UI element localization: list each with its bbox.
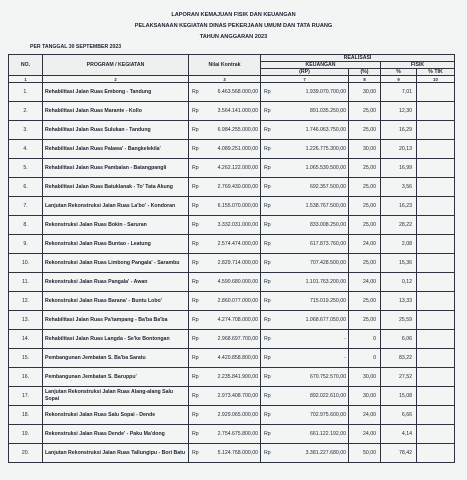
- realisasi-currency: Rp: [261, 387, 275, 406]
- contract-currency: Rp: [189, 197, 203, 216]
- contract-value: 4.590.680.000,00: [203, 273, 261, 292]
- realisasi-percent: 30,00: [349, 140, 381, 159]
- table-row: [9, 83, 455, 102]
- contract-value: 6.155.070.000,00: [203, 197, 261, 216]
- program-name: Lanjutan Rekonstruksi Jalan Ruas La'bo' - Kondoran: [43, 197, 189, 216]
- realisasi-currency: Rp: [261, 406, 275, 425]
- contract-currency: Rp: [189, 83, 203, 102]
- contract-currency: Rp: [189, 387, 203, 406]
- index-9: 9: [381, 76, 417, 83]
- index-2: 2: [43, 76, 189, 83]
- realisasi-percent: 0: [349, 349, 381, 368]
- index-8: 8: [349, 76, 381, 83]
- row-number: 3.: [9, 121, 43, 140]
- program-name: Rekonstruksi Jalan Ruas Pangala' - Awan: [43, 273, 189, 292]
- fisik-percent: 13,33: [381, 292, 417, 311]
- realisasi-value: 892.022.610,00: [275, 387, 349, 406]
- fisik-percent: 28,22: [381, 216, 417, 235]
- header-rp: (RP): [261, 69, 349, 76]
- row-number: 14.: [9, 330, 43, 349]
- realisasi-percent: 50,00: [349, 444, 381, 463]
- realisasi-currency: Rp: [261, 425, 275, 444]
- program-name: Pembangunan Jembatan S. Ba'ba Saratu: [43, 349, 189, 368]
- header-contract: Nilai Kontrak: [189, 55, 261, 76]
- fisik-tik: [417, 425, 455, 444]
- fisik-tik: [417, 83, 455, 102]
- fisik-tik: [417, 254, 455, 273]
- contract-currency: Rp: [189, 425, 203, 444]
- fisik-percent: 83,22: [381, 349, 417, 368]
- realisasi-value: 1.746.063.750,00: [275, 121, 349, 140]
- contract-currency: Rp: [189, 330, 203, 349]
- realisasi-value: 1.101.763.200,00: [275, 273, 349, 292]
- contract-value: 3.564.141.000,00: [203, 102, 261, 121]
- realisasi-currency: Rp: [261, 121, 275, 140]
- contract-currency: Rp: [189, 140, 203, 159]
- contract-value: 2.829.714.000,00: [203, 254, 261, 273]
- realisasi-value: 702.975.600,00: [275, 406, 349, 425]
- fisik-percent: 78,42: [381, 444, 417, 463]
- fisik-tik: [417, 387, 455, 406]
- row-number: 6.: [9, 178, 43, 197]
- report-title-block: [0, 10, 467, 43]
- contract-value: 6.984.255.000,00: [203, 121, 261, 140]
- program-name: Rehabilitasi Jalan Ruas Pambalan - Batangpangli: [43, 159, 189, 178]
- realisasi-percent: 30,00: [349, 83, 381, 102]
- realisasi-value: 1.939.070.700,00: [275, 83, 349, 102]
- realisasi-value: 1.538.767.500,00: [275, 197, 349, 216]
- realisasi-value: 715.019.250,00: [275, 292, 349, 311]
- row-number: 19.: [9, 425, 43, 444]
- realisasi-value: 1.226.775.300,00: [275, 140, 349, 159]
- row-number: 12.: [9, 292, 43, 311]
- program-name: Rehabilitasi Jalan Ruas Pa'tampang - Ba'ba Ba'ba: [43, 311, 189, 330]
- report-year: TAHUN ANGGARAN 2023: [199, 34, 268, 40]
- realisasi-percent: 25,00: [349, 178, 381, 197]
- table-row: [9, 140, 455, 159]
- table-row: [9, 235, 455, 254]
- realisasi-percent: 25,00: [349, 216, 381, 235]
- program-name: Rekonstruksi Jalan Ruas Bokin - Saruran: [43, 216, 189, 235]
- table-row: [9, 387, 455, 406]
- progress-table: [8, 54, 455, 463]
- header-fisik: FISIK: [381, 62, 455, 69]
- realisasi-percent: 24,00: [349, 273, 381, 292]
- realisasi-percent: 24,00: [349, 425, 381, 444]
- row-number: 15.: [9, 349, 43, 368]
- contract-value: 4.262.122.000,00: [203, 159, 261, 178]
- fisik-percent: 0,12: [381, 273, 417, 292]
- realisasi-percent: 25,00: [349, 311, 381, 330]
- fisik-tik: [417, 102, 455, 121]
- realisasi-percent: 0: [349, 330, 381, 349]
- contract-currency: Rp: [189, 102, 203, 121]
- realisasi-percent: 25,00: [349, 197, 381, 216]
- realisasi-currency: Rp: [261, 102, 275, 121]
- contract-currency: Rp: [189, 254, 203, 273]
- table-row: [9, 368, 455, 387]
- contract-value: 2.574.474.000,00: [203, 235, 261, 254]
- contract-currency: Rp: [189, 216, 203, 235]
- table-row: [9, 292, 455, 311]
- fisik-tik: [417, 349, 455, 368]
- contract-value: 6.463.568.000,00: [203, 83, 261, 102]
- realisasi-value: 891.035.250,00: [275, 102, 349, 121]
- row-number: 11.: [9, 273, 43, 292]
- program-name: Rehabilitasi Jalan Ruas Sulukan - Tandung: [43, 121, 189, 140]
- header-realisasi: REALISASI: [261, 55, 455, 62]
- fisik-percent: 16,99: [381, 159, 417, 178]
- row-number: 1.: [9, 83, 43, 102]
- program-name: Lanjutan Rekonstruksi Jalan Ruas Alang-alang Salu Sopai: [43, 387, 189, 406]
- realisasi-percent: 25,00: [349, 254, 381, 273]
- contract-currency: Rp: [189, 235, 203, 254]
- fisik-tik: [417, 140, 455, 159]
- row-number: 2.: [9, 102, 43, 121]
- realisasi-percent: 25,00: [349, 121, 381, 140]
- realisasi-value: 1.065.530.500,00: [275, 159, 349, 178]
- fisik-percent: 2,08: [381, 235, 417, 254]
- program-name: Rehabilitasi Jalan Ruas Batuklanak - To' Tata Akung: [43, 178, 189, 197]
- fisik-percent: 15,36: [381, 254, 417, 273]
- program-name: Rehabilitasi Jalan Ruas Palawa' - Bangkelekila': [43, 140, 189, 159]
- row-number: 17.: [9, 387, 43, 406]
- contract-value: 2.973.408.700,00: [203, 387, 261, 406]
- contract-value: 2.929.065.000,00: [203, 406, 261, 425]
- program-name: Rekonstruksi Jalan Ruas Limbong Pangala' - Sarambu: [43, 254, 189, 273]
- realisasi-currency: Rp: [261, 254, 275, 273]
- program-name: Lanjutan Rekonstruksi Jalan Ruas Tallungipu - Bori Batu: [43, 444, 189, 463]
- contract-currency: Rp: [189, 368, 203, 387]
- fisik-tik: [417, 368, 455, 387]
- table-row: [9, 349, 455, 368]
- table-row: [9, 330, 455, 349]
- realisasi-currency: Rp: [261, 235, 275, 254]
- realisasi-currency: Rp: [261, 273, 275, 292]
- realisasi-percent: 25,00: [349, 159, 381, 178]
- report-subtitle: PELAKSANAAN KEGIATAN DINAS PEKERJAAN UMUM DAN TATA RUANG: [134, 23, 333, 29]
- fisik-percent: 16,23: [381, 197, 417, 216]
- realisasi-value: 707.428.500,00: [275, 254, 349, 273]
- program-name: Rekonstruksi Jalan Ruas Dende' - Paku Ma'dong: [43, 425, 189, 444]
- contract-currency: Rp: [189, 121, 203, 140]
- table-body: [9, 83, 455, 463]
- header-no: NO.: [9, 55, 43, 76]
- realisasi-currency: Rp: [261, 444, 275, 463]
- fisik-tik: [417, 178, 455, 197]
- header-fisik-tik: % TIK: [417, 69, 455, 76]
- table-row: [9, 159, 455, 178]
- row-number: 20.: [9, 444, 43, 463]
- realisasi-value: 661.122.192,00: [275, 425, 349, 444]
- fisik-percent: 6,06: [381, 330, 417, 349]
- row-number: 13.: [9, 311, 43, 330]
- realisasi-currency: Rp: [261, 159, 275, 178]
- realisasi-percent: 24,00: [349, 235, 381, 254]
- realisasi-value: 3.381.227.680,00: [275, 444, 349, 463]
- realisasi-currency: Rp: [261, 140, 275, 159]
- realisasi-percent: 24,00: [349, 406, 381, 425]
- program-name: Rehabilitasi Jalan Ruas Marante - Kollo: [43, 102, 189, 121]
- table-row: [9, 121, 455, 140]
- realisasi-percent: 30,00: [349, 387, 381, 406]
- program-name: Rehabilitasi Jalan Ruas Langda - Se'ke Bontongan: [43, 330, 189, 349]
- fisik-percent: 4,14: [381, 425, 417, 444]
- fisik-percent: 27,52: [381, 368, 417, 387]
- contract-currency: Rp: [189, 159, 203, 178]
- header-fisik-pct: %: [381, 69, 417, 76]
- realisasi-currency: Rp: [261, 292, 275, 311]
- contract-value: 4.274.708.000,00: [203, 311, 261, 330]
- contract-currency: Rp: [189, 406, 203, 425]
- index-10: 10: [417, 76, 455, 83]
- realisasi-currency: Rp: [261, 178, 275, 197]
- fisik-percent: 16,29: [381, 121, 417, 140]
- header-keuangan: KEUANGAN: [261, 62, 381, 69]
- row-number: 8.: [9, 216, 43, 235]
- realisasi-currency: Rp: [261, 197, 275, 216]
- table-row: [9, 444, 455, 463]
- fisik-tik: [417, 273, 455, 292]
- realisasi-value: -: [275, 349, 349, 368]
- fisik-tik: [417, 406, 455, 425]
- realisasi-currency: Rp: [261, 349, 275, 368]
- fisik-tik: [417, 197, 455, 216]
- contract-value: 2.860.077.000,00: [203, 292, 261, 311]
- table-row: [9, 197, 455, 216]
- row-number: 9.: [9, 235, 43, 254]
- realisasi-value: -: [275, 330, 349, 349]
- contract-currency: Rp: [189, 273, 203, 292]
- header-pct: (%): [349, 69, 381, 76]
- header-program: PROGRAM / KEGIATAN: [43, 55, 189, 76]
- fisik-tik: [417, 292, 455, 311]
- program-name: Pembangunan Jembatan S. Baruppu': [43, 368, 189, 387]
- realisasi-currency: Rp: [261, 311, 275, 330]
- program-name: Rekonstruksi Jalan Ruas Buntao - Leatung: [43, 235, 189, 254]
- fisik-tik: [417, 216, 455, 235]
- realisasi-value: 692.357.500,00: [275, 178, 349, 197]
- index-1: 1: [9, 76, 43, 83]
- table-row: [9, 311, 455, 330]
- contract-currency: Rp: [189, 444, 203, 463]
- contract-value: 2.235.841.900,00: [203, 368, 261, 387]
- report-date: PER TANGGAL 30 SEPTEMBER 2023: [30, 44, 122, 50]
- row-number: 7.: [9, 197, 43, 216]
- table-row: [9, 254, 455, 273]
- realisasi-value: 670.752.570,00: [275, 368, 349, 387]
- fisik-tik: [417, 159, 455, 178]
- fisik-tik: [417, 330, 455, 349]
- realisasi-currency: Rp: [261, 83, 275, 102]
- contract-value: 4.420.858.800,00: [203, 349, 261, 368]
- program-name: Rekonstruksi Jalan Ruas Salu Sopai - Dende: [43, 406, 189, 425]
- contract-currency: Rp: [189, 349, 203, 368]
- fisik-percent: 15,08: [381, 387, 417, 406]
- index-7: 7: [261, 76, 349, 83]
- row-number: 18.: [9, 406, 43, 425]
- fisik-percent: 7,01: [381, 83, 417, 102]
- fisik-tik: [417, 235, 455, 254]
- row-number: 10.: [9, 254, 43, 273]
- contract-currency: Rp: [189, 292, 203, 311]
- report-title: LAPORAN KEMAJUAN FISIK DAN KEUANGAN: [171, 12, 296, 18]
- fisik-percent: 6,66: [381, 406, 417, 425]
- contract-currency: Rp: [189, 311, 203, 330]
- index-3: 3: [189, 76, 261, 83]
- fisik-percent: 20,13: [381, 140, 417, 159]
- contract-currency: Rp: [189, 178, 203, 197]
- realisasi-percent: 25,00: [349, 102, 381, 121]
- contract-value: 4.089.251.000,00: [203, 140, 261, 159]
- contract-value: 2.769.430.000,00: [203, 178, 261, 197]
- contract-value: 2.754.675.800,00: [203, 425, 261, 444]
- table-row: [9, 273, 455, 292]
- fisik-percent: 25,59: [381, 311, 417, 330]
- realisasi-percent: 30,00: [349, 368, 381, 387]
- contract-value: 2.968.697.700,00: [203, 330, 261, 349]
- table-row: [9, 178, 455, 197]
- row-number: 5.: [9, 159, 43, 178]
- contract-value: 5.124.768.000,00: [203, 444, 261, 463]
- realisasi-value: 833.008.250,00: [275, 216, 349, 235]
- table-row: [9, 406, 455, 425]
- table-row: [9, 216, 455, 235]
- fisik-tik: [417, 444, 455, 463]
- realisasi-percent: 25,00: [349, 292, 381, 311]
- table-row: [9, 425, 455, 444]
- realisasi-currency: Rp: [261, 216, 275, 235]
- program-name: Rekonstruksi Jalan Ruas Barana' - Buntu Lobo': [43, 292, 189, 311]
- realisasi-currency: Rp: [261, 330, 275, 349]
- realisasi-value: 617.873.760,00: [275, 235, 349, 254]
- fisik-percent: 3,56: [381, 178, 417, 197]
- program-name: Rehabilitasi Jalan Ruas Embong - Tandung: [43, 83, 189, 102]
- table-row: [9, 102, 455, 121]
- contract-value: 3.332.031.000,00: [203, 216, 261, 235]
- row-number: 4.: [9, 140, 43, 159]
- fisik-tik: [417, 311, 455, 330]
- fisik-percent: 12,30: [381, 102, 417, 121]
- realisasi-currency: Rp: [261, 368, 275, 387]
- fisik-tik: [417, 121, 455, 140]
- realisasi-value: 1.068.677.050,00: [275, 311, 349, 330]
- row-number: 16.: [9, 368, 43, 387]
